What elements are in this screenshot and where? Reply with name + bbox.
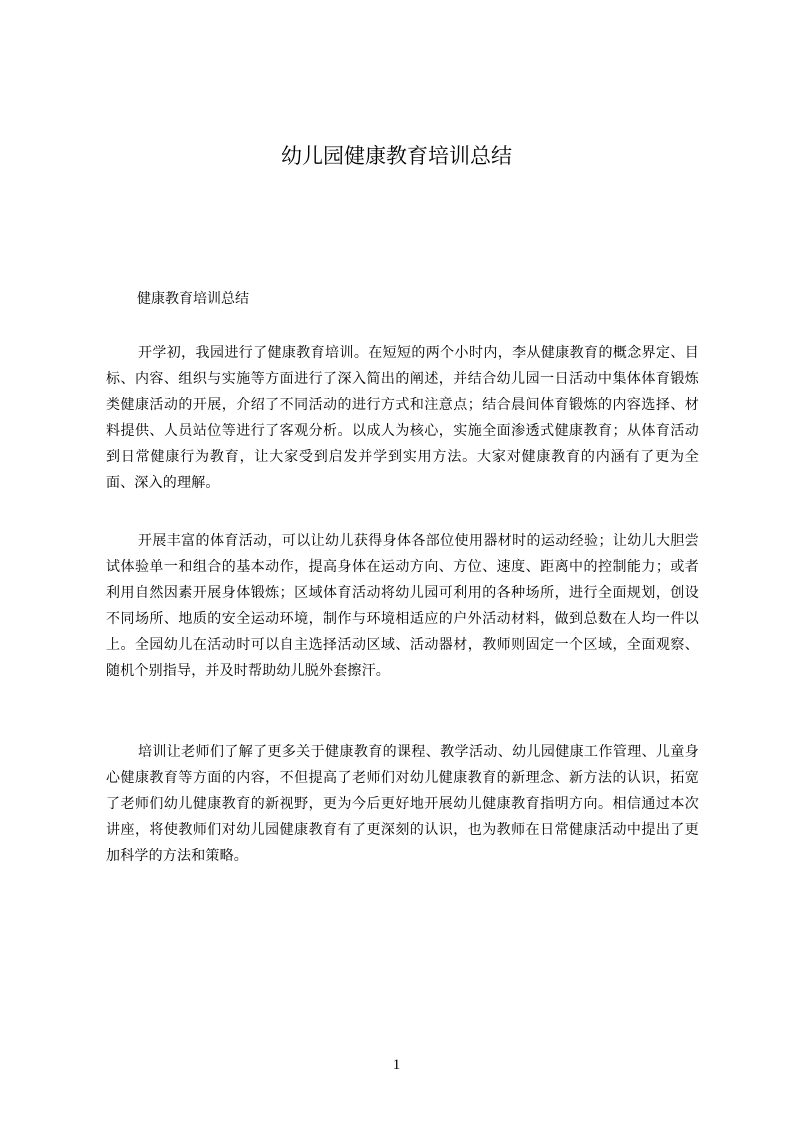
paragraph-3: 培训让老师们了解了更多关于健康教育的课程、教学活动、幼儿园健康工作管理、儿童身心健康教育等方面的内容，不但提高了老师们对幼儿健康教育的新理念、新方法的认识，拓宽了老师们幼儿健康教育的新视野，更为今后更好地开展幼儿健康教育指明方向。相信通过本次讲座，将使教师们对幼儿园健康教育有了更深刻的认识，也为教师在日常健康活动中提出了更加科学的方法和策略。: [106, 744, 699, 864]
document-title: 幼儿园健康教育培训总结: [281, 144, 512, 168]
paragraph-2: 开展丰富的体育活动，可以让幼儿获得身体各部位使用器材时的运动经验；让幼儿大胆尝试体验单一和组合的基本动作，提高身体在运动方向、方位、速度、距离中的控制能力；或者利用自然因素开展身体锻炼；区域体育活动将幼儿园可利用的各种场所，进行全面规划，创设不同场所、地质的安全运动环境，制作与环境相适应的户外活动材料，做到总数在人均一件以上。全园幼儿在活动时可以自主选择活动区域、活动器材，教师则固定一个区域，全面观察、随机个别指导，并及时帮助幼儿脱外套擦汗。: [106, 533, 699, 679]
paragraph-1: 开学初，我园进行了健康教育培训。在短短的两个小时内，李从健康教育的概念界定、目标、内容、组织与实施等方面进行了深入简出的阐述，并结合幼儿园一日活动中集体体育锻炼类健康活动的开展，介绍了不同活动的进行方式和注意点；结合晨间体育锻炼的内容选择、材料提供、人员站位等进行了客观分析。以成人为核心，实施全面渗透式健康教育；从体育活动到日常健康行为教育，让大家受到启发并学到实用方法。大家对健康教育的内涵有了更为全面、深入的理解。: [106, 345, 699, 491]
page-number: 1: [392, 1057, 401, 1073]
section-subtitle: 健康教育培训总结: [137, 291, 249, 307]
